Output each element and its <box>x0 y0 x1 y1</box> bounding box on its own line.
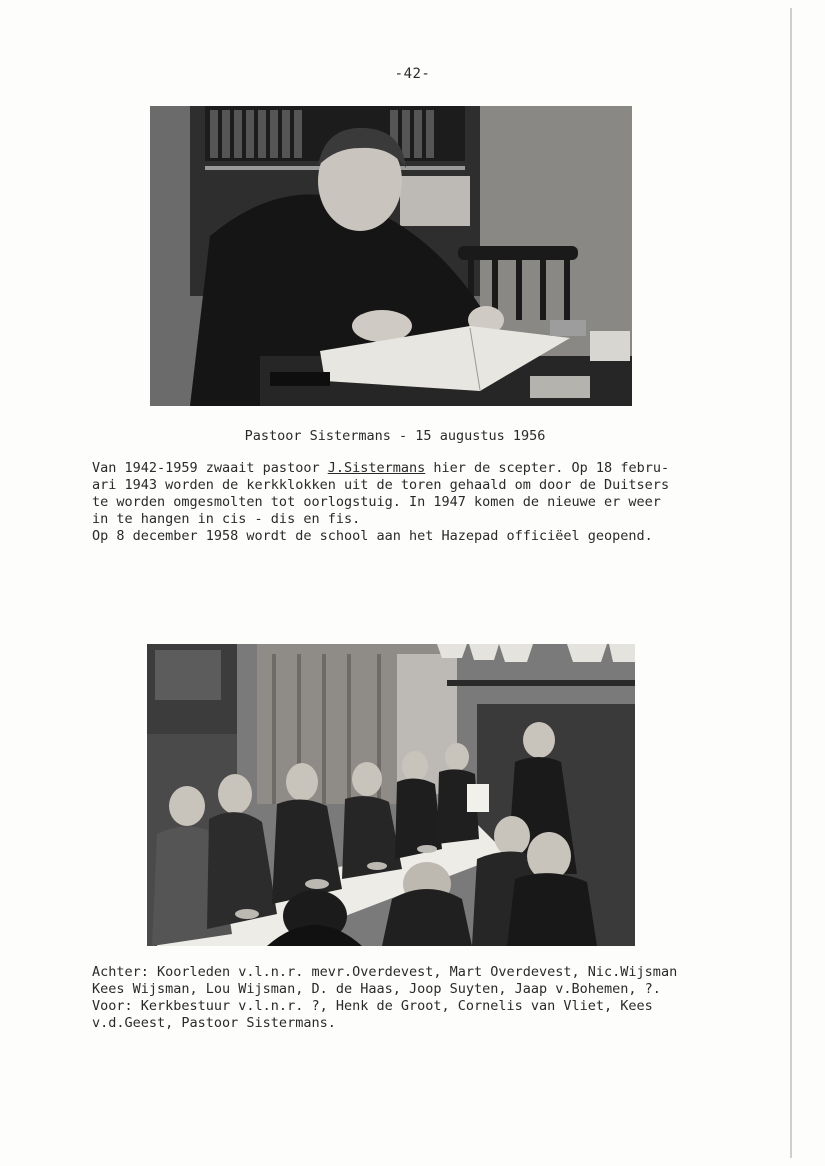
para-line: hier de scepter. Op 18 febru- <box>425 460 670 476</box>
para-line: ari 1943 worden de kerkklokken uit de toren gehaald om door de Duitsers <box>92 477 670 493</box>
para-line: Van 1942-1959 zwaait pastoor <box>92 460 328 476</box>
caption-line: Voor: Kerkbestuur v.l.n.r. ?, Henk de Groot, Cornelis van Vliet, Kees <box>92 998 653 1014</box>
page-edge-line <box>790 8 792 1158</box>
history-paragraph <box>92 460 704 545</box>
para-line: te worden omgesmolten tot oorlogstuig. In 1947 komen de nieuwe er weer <box>92 494 661 510</box>
caption-line: Achter: Koorleden v.l.n.r. mevr.Overdevest, Mart Overdevest, Nic.Wijsman <box>92 964 678 980</box>
pastor-name: J.Sistermans <box>327 460 426 476</box>
photo-names-caption <box>92 964 704 1032</box>
para-line: Op 8 december 1958 wordt de school aan het Hazepad officiëel geopend. <box>92 528 653 544</box>
priest-at-desk-photo <box>150 106 632 406</box>
para-line: in te hangen in cis - dis en fis. <box>92 511 361 527</box>
group-dinner-photo <box>147 644 635 946</box>
photo-caption: Pastoor Sistermans - 15 augustus 1956 <box>244 428 546 444</box>
caption-line: Kees Wijsman, Lou Wijsman, D. de Haas, Joop Suyten, Jaap v.Bohemen, ?. <box>92 981 661 997</box>
caption-line: v.d.Geest, Pastoor Sistermans. <box>92 1015 336 1031</box>
page-number: -42- <box>394 66 431 82</box>
